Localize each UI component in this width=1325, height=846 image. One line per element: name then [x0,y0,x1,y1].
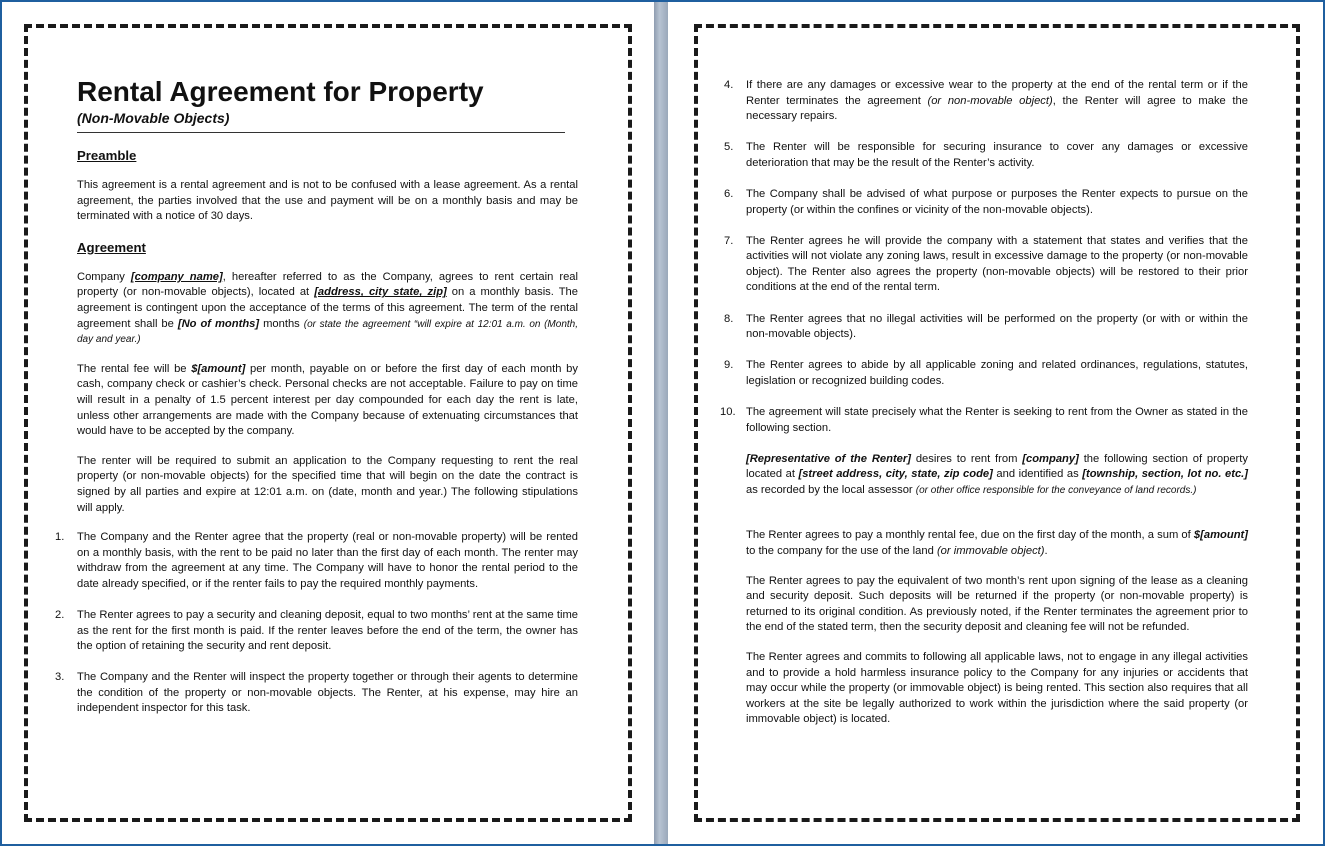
text: the following section of property located at [746,452,1248,481]
agreement-paragraph-3: The renter will be required to submit an application to the Company requesting to rent the real property (or non-movable objects) for the specified time that will begin on the date the contract is signed by all parties and expire at 12:01 a.m. on (date, month and year.) The following stipulations will apply. [77,454,578,514]
page-1-content [55,75,579,733]
company-name-placeholder: [company name] [130,270,223,283]
list-number: 9. [724,359,734,372]
rental-fee-paragraph [724,528,1248,559]
agreement-paragraph-1 [77,270,578,348]
list-number: 3. [55,671,65,684]
text: The rental fee will be [77,362,192,375]
street-address-placeholder: [street address, city, state, zip code] [798,468,993,481]
list-text: , the Renter will agree to make the necessary repairs. [746,94,1248,123]
list-item [724,187,1248,218]
text: per month, payable on or before the first day of each month by cash, company check or cashier’s check. Personal checks are not acceptable. Failure to pay on time will result in a penalty of 1.5 percent interest per day compounded for each day the rent is late, unless other arrangements are made with the Company because of extenuating circumstances that would have to be accepted by the company. [77,362,578,438]
text: on a monthly basis. The agreement is contingent upon the acceptance of the terms of this agreement. The term of the rental agreement shall be [77,286,578,330]
list-number: 1. [55,531,65,544]
list-number: 10. [720,405,736,418]
text: desires to rent from [910,452,1023,465]
list-number: 4. [724,79,734,91]
list-text: The Company and the Renter will inspect the property together or through their agents to determine the condition of the property or non-movable objects. The Renter, at his expense, may hire an independent inspector for this task. [77,671,578,715]
spacer [724,512,1248,528]
page-gutter [654,2,668,844]
title-rule [77,132,565,133]
expiry-note: (or state the agreement “will expire at 12:01 a.m. on (Month, day and year.) [77,318,579,346]
laws-paragraph: The Renter agrees and commits to following all applicable laws, not to engage in any illegal activities and to provide a hold harmless insurance policy to the Company for any injuries or accidents that may occur while the property (or immovable object) is being rented. This section also requires that all workers at the site be legally authorized to work within the jurisdiction where the said property (or immovable object) is located. [746,650,1248,726]
list-number: 6. [724,187,734,200]
renter-rep-placeholder: [Representative of the Renter] [746,452,911,465]
amount-placeholder: $[amount] [191,362,246,375]
document-title: Rental Agreement for Property [77,76,484,107]
list-text: The Renter agrees to abide by all applicable zoning and related ordinances, regulations, statutes, legislation or recognized building codes. [746,359,1248,387]
records-note: (or other office responsible for the conveyance of land records.) [915,484,1197,496]
stipulations-list-1 [55,530,578,717]
list-item [724,78,1248,125]
list-text: The Renter agrees that no illegal activities will be performed on the property (or with or within the non-movable objects). [746,312,1248,341]
list-text: The agreement will state precisely what the Renter is seeking to rent from the Owner as stated in the following section. [746,405,1248,434]
list-text: The Renter agrees he will provide the company with a statement that states and verifies that the activities will not violate any zoning laws, result in excessive damage to the property (or non-movable object). The Renter also agrees the property (non-movable objects) will be restored to their prior conditions at the end of the rental term. [746,234,1248,294]
text: , hereafter referred to as the Company, agrees to rent certain real property (or non-movable objects), located at [77,270,579,299]
document-viewer [2,2,1323,844]
amount-placeholder: $[amount] [1193,529,1248,542]
section-description [724,452,1248,499]
list-item [724,234,1248,296]
list-number: 8. [724,312,734,325]
text: . [1044,544,1048,557]
list-text: The Company and the Renter agree that the property (real or non-movable property) will be rented on a monthly basis, with the rent to be paid no later than the first day of each month. The renter may withdraw from the agreement at any time. The Company will have to honor the rental period to the date already specified, or if the renter fails to pay the required monthly payments. [77,531,578,590]
address-placeholder: [address, city state, zip] [314,286,447,299]
township-placeholder: [township, section, lot no. etc.] [1082,468,1248,481]
list-item [55,608,578,655]
list-text: If there are any damages or excessive wear to the property at the end of the rental term or if the Renter terminates the agreement [746,79,1248,107]
text: months [259,317,304,330]
deposit-paragraph: The Renter agrees to pay the equivalent of two month’s rent upon signing of the lease as a cleaning and security deposit. Such deposits will be returned if the property (or non-movable property) is returned to its original condition. As previously noted, if the Renter terminates the agreement prior to the end of the stated term, then the security deposit and cleaning fee will not be refunded. [746,574,1248,634]
preamble-heading: Preamble [77,148,137,163]
list-item [55,530,578,592]
text: to the company for the use of the land [746,544,937,557]
list-number: 7. [724,234,734,247]
list-item [55,670,578,717]
list-text: The Renter agrees to pay a security and cleaning deposit, equal to two months’ rent at the same time as the rent for the first month is paid. If the renter leaves before the end of the term, the owner has the option of retaining the security and rent deposit. [77,608,578,653]
page-2-content [720,78,1248,742]
document-subtitle: (Non-Movable Objects) [77,110,230,126]
text: as recorded by the local assessor [746,483,916,496]
list-text: The Renter will be responsible for securing insurance to cover any damages or excessive deterioration that may be the result of the Renter’s activity. [746,141,1248,169]
list-number: 5. [724,141,734,154]
text: The Renter agrees to pay a monthly rental fee, due on the first day of the month, a sum of [746,529,1194,542]
company-placeholder: [company] [1022,452,1079,465]
page-1 [2,2,654,844]
list-item [724,358,1248,389]
preamble-paragraph: This agreement is a rental agreement and is not to be confused with a lease agreement. As a rental agreement, the parties involved that the use and payment will be on a monthly basis and may be terminated with a notice of 30 days. [77,179,578,223]
immovable-note: (or immovable object) [936,544,1045,557]
agreement-paragraph-2 [77,362,578,440]
agreement-heading: Agreement [77,239,146,255]
list-item [724,140,1248,171]
list-note: (or non-movable object) [927,94,1053,107]
list-text: The Company shall be advised of what purpose or purposes the Renter expects to pursue on the property (or within the confines or vicinity of the non-movable objects). [746,187,1248,216]
list-item [724,312,1248,343]
page-2 [668,2,1323,844]
months-placeholder: [No of months] [177,317,260,330]
text: and identified as [992,468,1083,481]
list-item [720,405,1248,436]
list-number: 2. [55,608,65,621]
text: Company [77,270,131,283]
stipulations-list-2 [720,78,1248,436]
